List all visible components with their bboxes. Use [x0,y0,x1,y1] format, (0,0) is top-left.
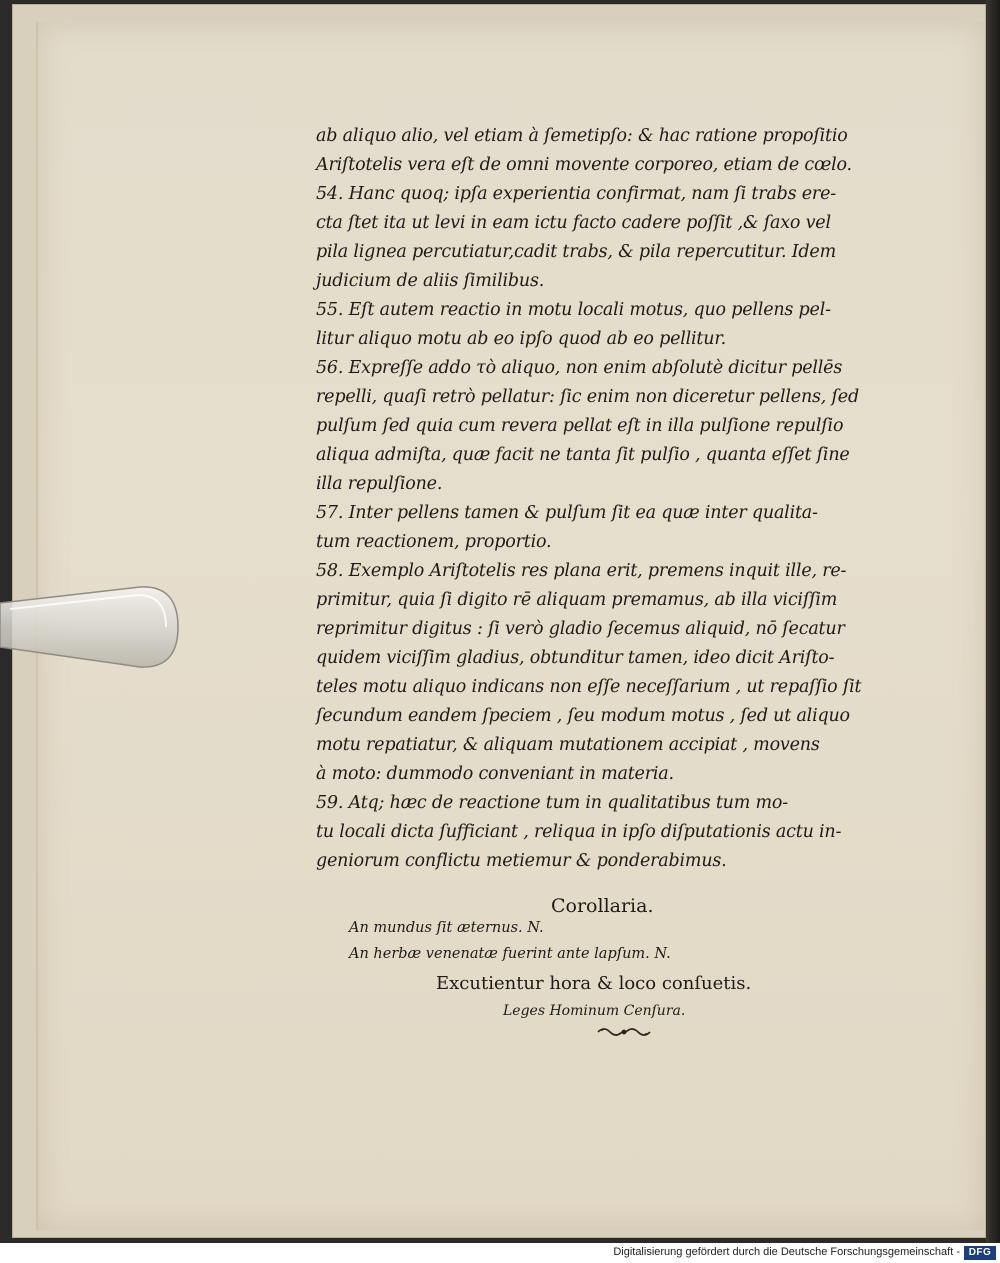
text-line: quidem viciſſim gladius, obtunditur tamen, ideo dicit Ariſto- [316,648,835,668]
dfg-logo: DFG [964,1246,996,1260]
footer-credit: Digitalisierung gefördert durch die Deutsche Forschungsgemeinschaft - [613,1246,960,1258]
text-line: 54. Hanc quoq; ipſa experientia confirmat, nam ſi trabs ere- [316,184,836,204]
scan-edge [986,0,1000,1243]
text-line: ab aliquo alio, vel etiam à ſemetipſo: & hac ratione propoſitio [316,126,848,146]
text-line: geniorum conflictu metiemur & ponderabimus. [316,851,727,871]
text-line: primitur, quia ſi digito rē aliquam premamus, ab illa viciſſim [316,590,838,610]
text-line: teles motu aliquo indicans non eſſe neceſſarium , ut repaſſio ſit [316,677,862,697]
text-line: aliqua admiſta, quæ facit ne tanta ſit pulſio , quanta eſſet ſine [316,445,850,465]
corollary-item: An mundus ſit æternus. N. [349,920,544,936]
text-line: motu repatiatur, & aliquam mutationem accipiat , movens [316,735,820,755]
footer-bar [0,1243,1000,1263]
closing-line: Excutientur hora & loco conſuetis. [436,973,752,994]
ornament-icon [596,1024,656,1040]
text-line: tum reactionem, proportio. [316,532,552,552]
plastic-clip [0,585,185,675]
text-line: 58. Exemplo Ariſtotelis res plana erit, premens inquit ille, re- [316,561,847,581]
text-line: reprimitur digitus : ſi verò gladio ſecemus aliquid, nō ſecatur [316,619,845,639]
text-line: 59. Atq; hæc de reactione tum in qualitatibus tum mo- [316,793,788,813]
corollaria-heading: Corollaria. [551,895,654,917]
text-line: judicium de aliis ſimilibus. [316,271,545,291]
text-line: litur aliquo motu ab eo ipſo quod ab eo pellitur. [316,329,726,349]
text-line: 55. Eſt autem reactio in motu locali motus, quo pellens pel- [316,300,831,320]
text-line: pila lignea percutiatur,cadit trabs, & pila repercutitur. Idem [316,242,836,262]
text-line: ſecundum eandem ſpeciem , ſeu modum motus , ſed ut aliquo [316,706,850,726]
text-line: 57. Inter pellens tamen & pulſum ſit ea quæ inter qualita- [316,503,818,523]
text-line: pulſum ſed quia cum revera pellat eſt in illa pulſione repulſio [316,416,844,436]
text-line: cta ſtet ita ut levi in eam ictu facto cadere poſſit ,& ſaxo vel [316,213,831,233]
body-text [316,122,916,876]
text-line: repelli, quaſi retrò pellatur: ſic enim non diceretur pellens, ſed [316,387,859,407]
text-line: tu locali dicta ſufficiant , reliqua in ipſo diſputationis actu in- [316,822,842,842]
corollary-item: An herbæ venenatæ fuerint ante lapſum. N. [349,946,671,962]
text-line: illa repulſione. [316,474,443,494]
closing-motto: Leges Hominum Cenſura. [503,1003,686,1019]
text-line: 56. Expreſſe addo τὸ aliquo, non enim abſolutè dicitur pellēs [316,358,843,378]
text-line: Ariſtotelis vera eſt de omni movente corporeo, etiam de cœlo. [316,155,852,175]
text-line: à moto: dummodo conveniant in materia. [316,764,674,784]
